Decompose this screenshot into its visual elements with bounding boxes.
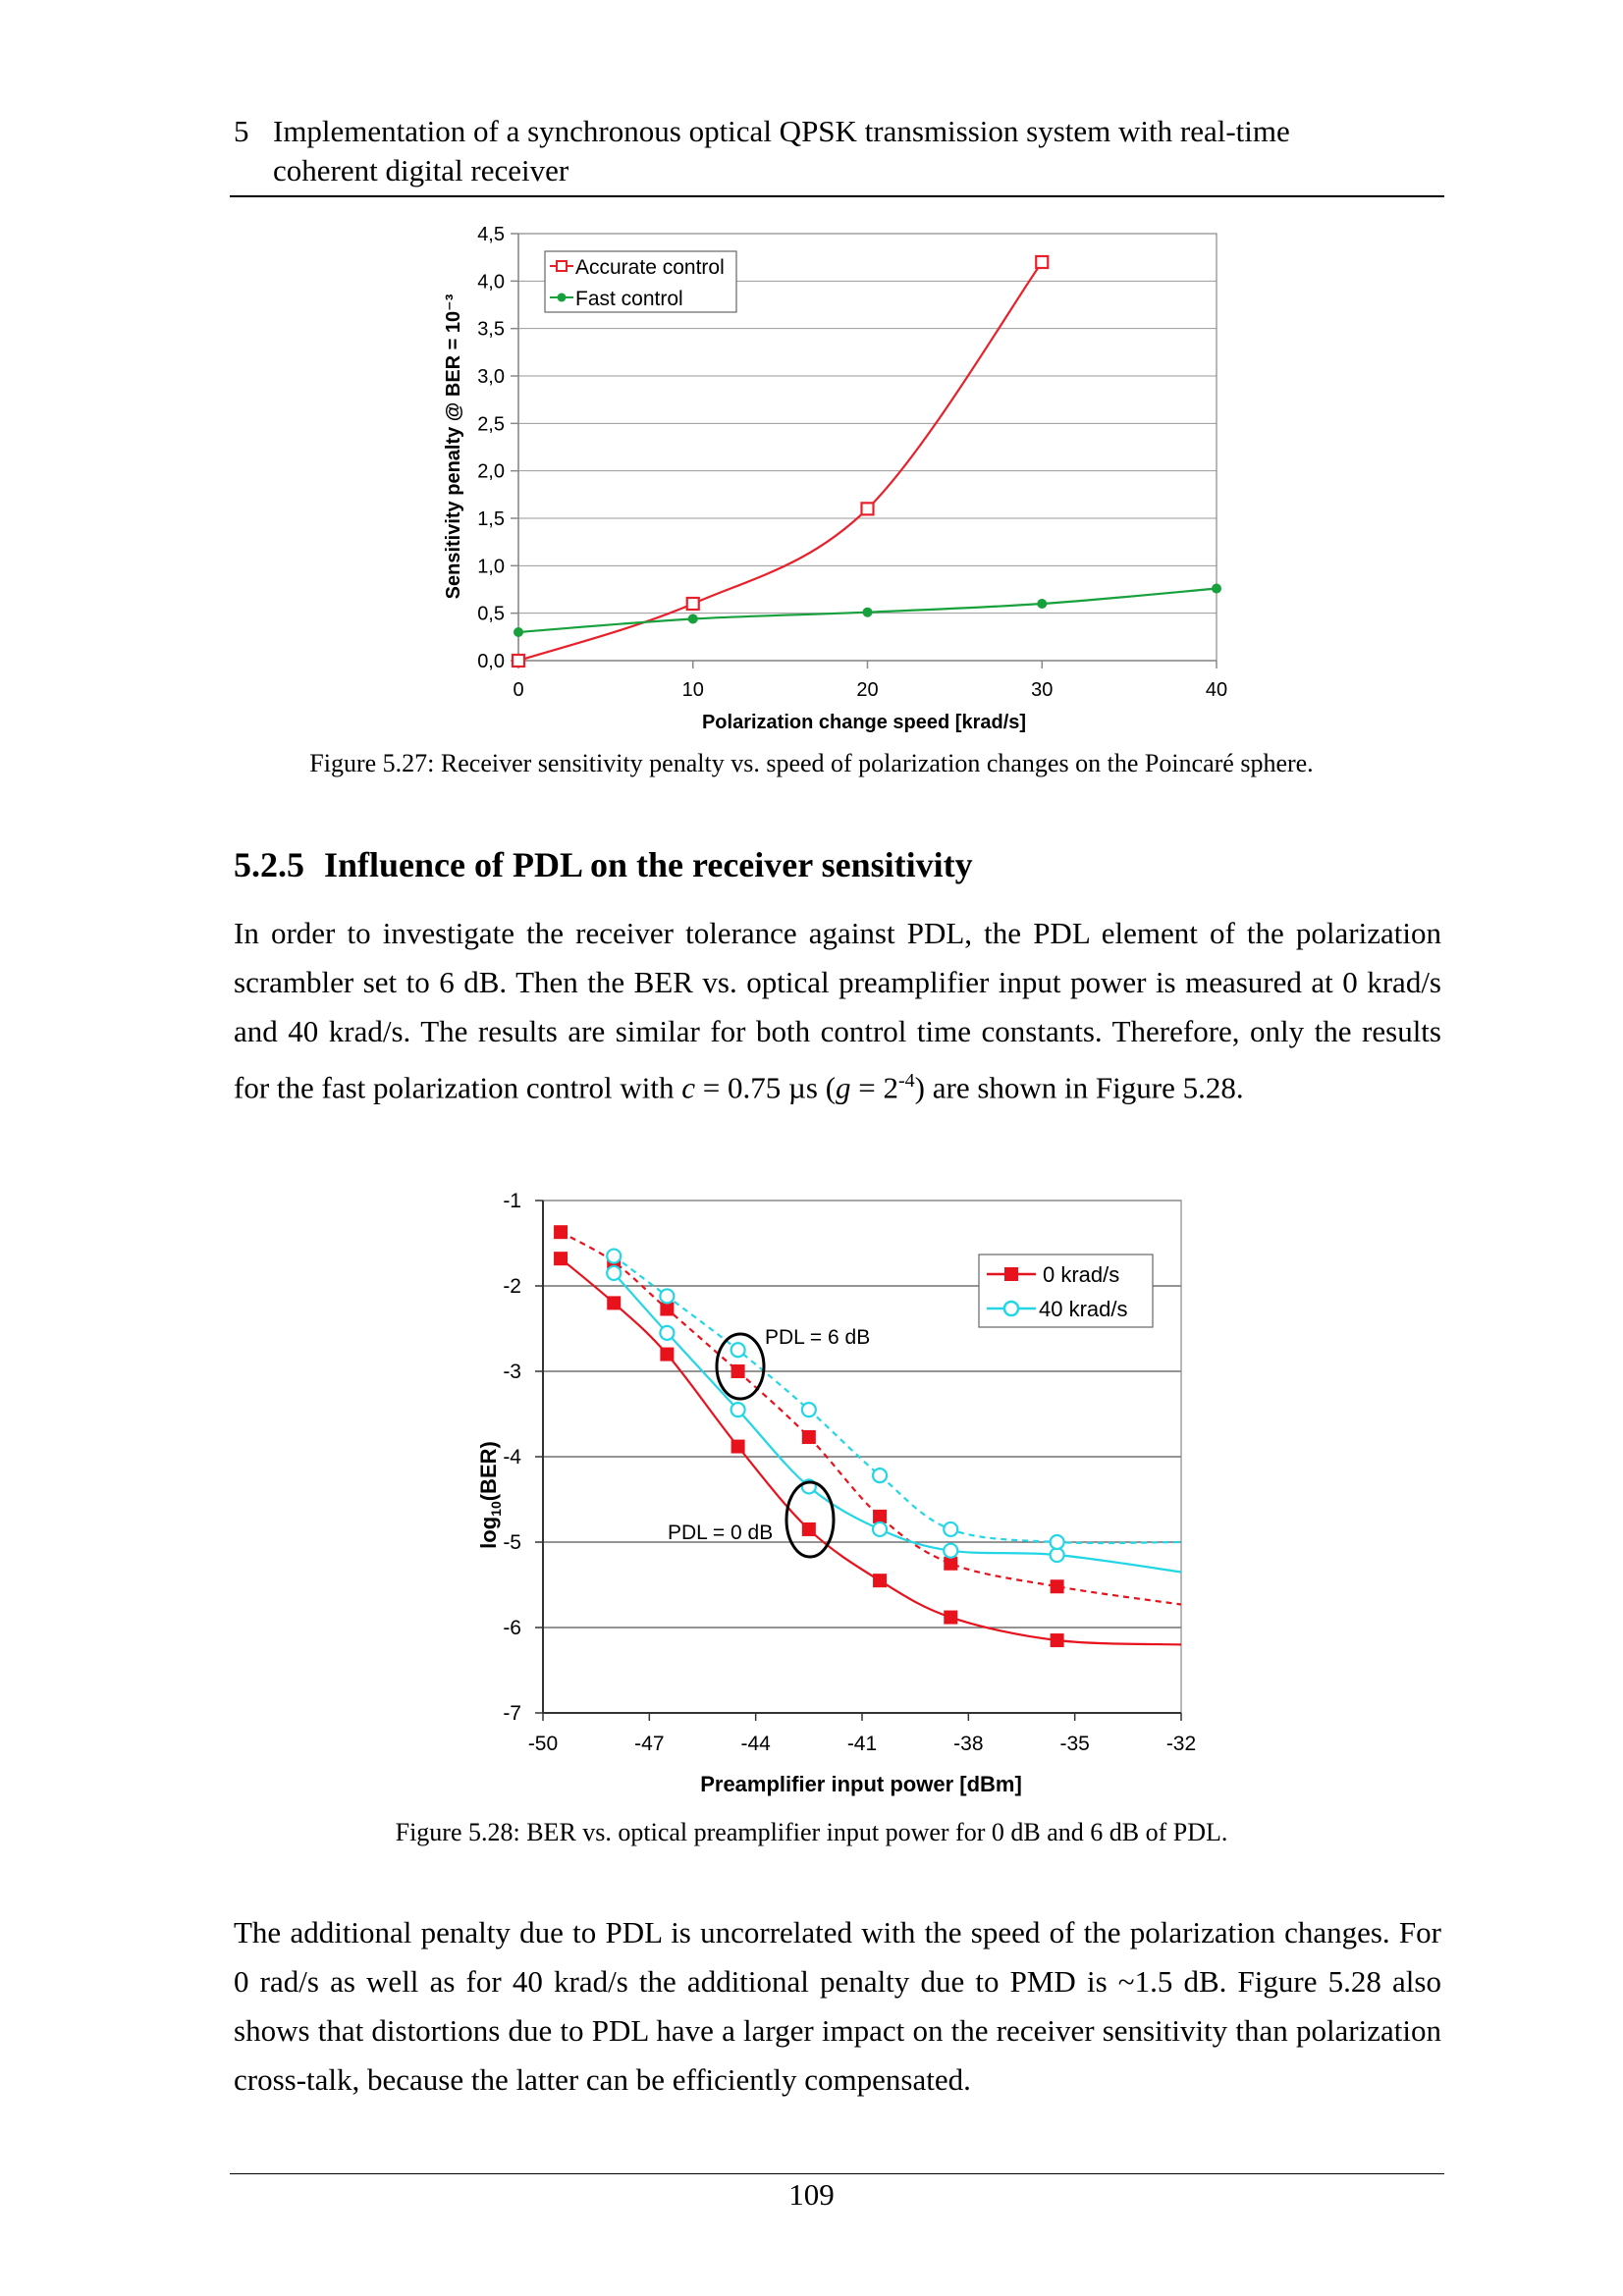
ber-vs-input-power-chart	[0, 1178, 1623, 1796]
y-tick-label: 0,0	[477, 651, 505, 672]
x-tick-label: -41	[846, 1733, 878, 1755]
data-point	[731, 1440, 745, 1454]
y-tick-label: -2	[503, 1275, 521, 1298]
data-point	[863, 608, 873, 617]
x-axis-label: Preamplifier input power [dBm]	[700, 1772, 1022, 1796]
data-point	[731, 1343, 745, 1357]
data-point	[873, 1468, 887, 1482]
data-point	[1051, 1633, 1064, 1647]
y-tick-label: -5	[503, 1531, 521, 1554]
legend-marker-40krad	[1004, 1302, 1018, 1315]
annotation-pdl-0db: PDL = 0 dB	[668, 1522, 774, 1544]
data-point	[944, 1557, 957, 1571]
data-point	[513, 655, 524, 667]
y-tick-label: 2,5	[477, 413, 505, 436]
header-rule	[230, 195, 1444, 197]
sensitivity-penalty-chart	[0, 206, 1623, 736]
data-point	[607, 1250, 621, 1263]
data-point	[1051, 1579, 1064, 1593]
section-number: 5.2.5	[234, 845, 304, 884]
data-point	[944, 1611, 957, 1625]
x-axis-label: Polarization change speed [krad/s]	[701, 712, 1027, 733]
x-tick-label: -44	[740, 1733, 771, 1755]
y-tick-label: -3	[503, 1361, 521, 1383]
running-head-line-2: coherent digital receiver	[273, 153, 569, 187]
legend-label-fast: Fast control	[575, 288, 683, 310]
footer-rule	[230, 2173, 1444, 2174]
y-tick-label: 3,0	[477, 366, 505, 388]
y-tick-label: 4,5	[477, 224, 505, 245]
data-point	[862, 503, 874, 514]
data-point	[554, 1252, 568, 1265]
legend-label-40krad: 40 krad/s	[1039, 1297, 1128, 1321]
x-tick-label: -35	[1059, 1733, 1090, 1755]
page-number: 109	[788, 2177, 835, 2212]
y-tick-label: -6	[503, 1617, 521, 1639]
figure-5-28-caption: Figure 5.28: BER vs. optical preamplifier input power for 0 dB and 6 dB of PDL.	[395, 1818, 1228, 1846]
data-point	[1036, 256, 1048, 268]
y-tick-label: 3,5	[477, 318, 505, 341]
data-point	[688, 614, 698, 623]
figure-5-27-caption: Figure 5.27: Receiver sensitivity penalty vs. speed of polarization changes on the Poincaré sphere.	[309, 749, 1314, 777]
data-point	[660, 1348, 674, 1362]
legend-label-accurate: Accurate control	[575, 256, 725, 279]
variable-c: c	[681, 1070, 696, 1105]
section-heading	[234, 844, 973, 885]
x-tick-label: -50	[527, 1733, 559, 1755]
data-point	[1212, 584, 1221, 594]
x-tick-label: -38	[953, 1733, 984, 1755]
data-point	[1051, 1548, 1064, 1562]
x-tick-label: 0	[513, 679, 524, 701]
legend	[979, 1255, 1153, 1327]
x-tick-label: 10	[681, 679, 704, 701]
data-point	[1037, 599, 1047, 609]
y-axis-label: $\log_{10}(BER)$	[476, 1441, 504, 1549]
y-axis-label: Sensitivity penalty @ BER = 10⁻³	[443, 294, 464, 600]
data-point	[1051, 1535, 1064, 1549]
data-point	[802, 1430, 816, 1444]
data-point	[873, 1522, 887, 1536]
legend-label-0krad: 0 krad/s	[1043, 1262, 1120, 1287]
data-point	[873, 1510, 887, 1523]
y-tick-label: 2,0	[477, 460, 505, 483]
y-tick-label: 0,5	[477, 603, 505, 625]
y-tick-label: -1	[503, 1190, 521, 1212]
annotation-pdl-6db: PDL = 6 dB	[765, 1326, 871, 1349]
x-tick-label: -32	[1165, 1733, 1197, 1755]
paragraph-2: The additional penalty due to PDL is uncorrelated with the speed of the polarization changes. For 0 rad/s as well as for 40 krad/s the additional penalty due to PMD is ~1.5 dB. Figure 5.28 also shows that distortions due to PDL have a larger impact on the receiver sensitivity than polarization cross-talk, because the latter can be efficiently compensated.	[234, 1915, 1441, 2097]
data-point	[802, 1403, 816, 1416]
data-point	[944, 1544, 957, 1558]
data-point	[731, 1403, 745, 1416]
data-point	[554, 1225, 568, 1239]
exponent: -4	[898, 1070, 915, 1092]
y-tick-label: 1,5	[477, 508, 505, 530]
y-tick-label: 1,0	[477, 556, 505, 578]
y-tick-label: 4,0	[477, 271, 505, 294]
data-point	[660, 1289, 674, 1303]
data-point	[873, 1574, 887, 1587]
data-point	[731, 1364, 745, 1378]
data-point	[687, 598, 699, 610]
variable-g: g	[836, 1070, 851, 1105]
legend	[545, 251, 736, 312]
x-tick-label: 40	[1205, 679, 1228, 701]
x-tick-label: 20	[856, 679, 879, 701]
data-point	[660, 1302, 674, 1315]
x-tick-label: -47	[634, 1733, 665, 1755]
legend-marker-fast	[558, 294, 567, 302]
data-point	[607, 1266, 621, 1280]
data-point	[802, 1522, 816, 1536]
data-point	[607, 1296, 621, 1309]
running-head	[234, 112, 1441, 190]
data-point	[944, 1522, 957, 1536]
y-tick-label: -7	[503, 1702, 521, 1725]
y-tick-label: -4	[503, 1446, 521, 1468]
legend-marker-accurate	[557, 261, 567, 271]
running-head-line-1: Implementation of a synchronous optical QPSK transmission system with real-time	[273, 114, 1290, 148]
section-title: Influence of PDL on the receiver sensitivity	[324, 845, 973, 884]
chapter-number: 5	[234, 114, 249, 148]
x-tick-label: 30	[1031, 679, 1054, 701]
legend-marker-0krad	[1004, 1267, 1018, 1281]
paragraph-1: In order to investigate the receiver tolerance against PDL, the PDL element of the polarization scrambler set to 6 dB. Then the BER vs. optical preamplifier input power is measured at 0 krad/s and 40 krad/s. The results are similar for both control time constants. Therefore, only the results for the fast polarization control with c = 0.75 µs $(g = 2^{-4})$ are shown in Figure 5.28.	[234, 916, 1441, 1105]
data-point	[660, 1326, 674, 1340]
series-line-accurate-control	[518, 262, 1042, 661]
data-point	[514, 627, 523, 637]
